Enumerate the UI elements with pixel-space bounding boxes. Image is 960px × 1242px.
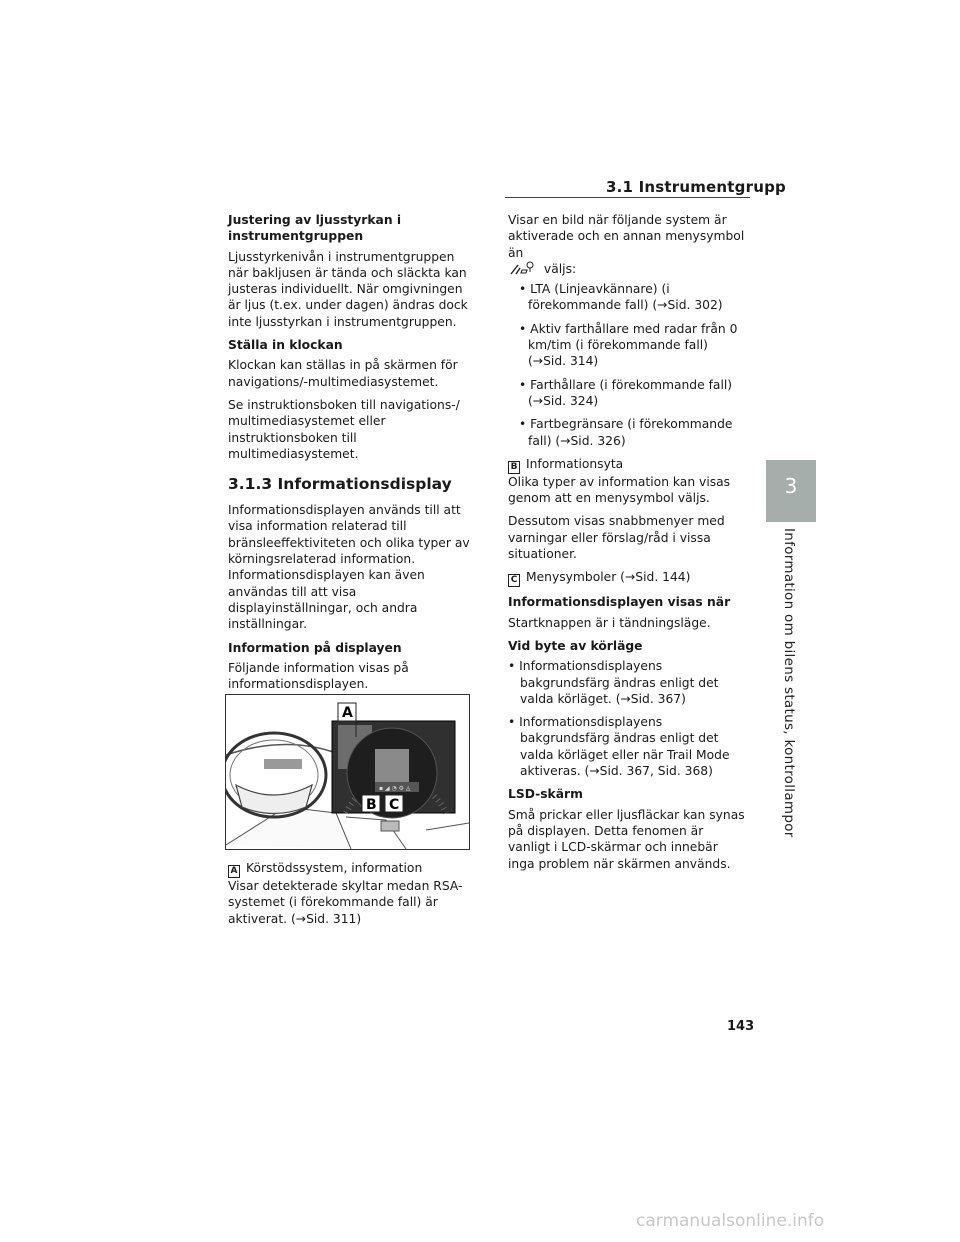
instrument-cluster-illustration [225, 694, 470, 850]
item-b-letter: B [508, 461, 520, 474]
section-text: Informationsdisplayen används till att visa information relaterad till bränsleeffektiviteten och olika typer av körningsrelaterad information. Informationsdisplayen kan även användas till att visa displayinställningar, och andra inställningar. [228, 503, 470, 632]
clock-heading: Ställa in klockan [228, 338, 343, 353]
mode-heading: Vid byte av körläge [508, 638, 643, 653]
system-bullet: • Fartbegränsare (i förekommande fall) (→Sid. 326) [519, 417, 733, 448]
section-heading: 3.1.3 Informationsdisplay [228, 475, 452, 494]
system-bullet: • Farthållare (i förekommande fall) (→Sid. 324) [519, 377, 733, 408]
mode-bullet: • Informationsdisplayens bakgrundsfärg ändras enligt det valda körläget eller när Trail Mode aktiveras. (→Sid. 367, Sid. 368) [508, 715, 730, 779]
left-column [228, 212, 473, 699]
cluster-drawing [226, 695, 469, 849]
intro-text-end: väljs: [543, 261, 577, 276]
chapter-tab [766, 460, 816, 522]
figure-label-c: C [389, 797, 400, 813]
driving-assist-icon [510, 261, 536, 275]
right-column [508, 212, 748, 879]
brightness-text: Ljusstyrkenivån i instrumentgruppen när bakljusen är tända och släckta kan justeras individuellt. När omgivningen är ljus (t.ex. under dagen) ändras dock inte ljusstyrkan i instrumentgruppen. [228, 249, 468, 329]
item-c-letter: C [508, 574, 520, 587]
section-header: 3.1 Instrumentgrupp [606, 178, 786, 196]
brightness-heading: Justering av ljusstyrkan i instrumentgruppen [228, 213, 402, 244]
clock-text-1: Klockan kan ställas in på skärmen för navigations/-multimediasystemet. [228, 358, 458, 389]
info-text: Följande information visas på informationsdisplayen. [228, 660, 409, 692]
system-bullet: • LTA (Linjeavkännare) (i förekommande fall) (→Sid. 302) [519, 282, 723, 313]
figure-label-b: B [366, 797, 377, 813]
shown-heading: Informationsdisplayen visas när [508, 595, 731, 610]
mode-bullet: • Informationsdisplayens bakgrundsfärg ändras enligt det valda körläget. (→Sid. 367) [508, 659, 719, 706]
item-b-text: Olika typer av information kan visas genom att en menysymbol väljs. [508, 474, 731, 506]
system-bullet: • Aktiv farthållare med radar från 0 km/tim (i förekommande fall) (→Sid. 314) [519, 321, 738, 369]
chapter-title-text: Information om bilens status, kontrollampor [781, 528, 797, 838]
svg-text:▪ ◢ ◔ ⚙ ◬: ▪ ◢ ◔ ⚙ ◬ [379, 785, 411, 792]
chapter-number: 3 [784, 474, 798, 498]
watermark: carmanualsonline.info [636, 1211, 825, 1231]
header-rule [505, 197, 750, 198]
item-c-title: Menysymboler (→Sid. 144) [526, 570, 691, 585]
item-b-title: Informationsyta [526, 456, 624, 471]
page-number: 143 [727, 1019, 755, 1034]
info-heading: Information på displayen [228, 640, 402, 655]
lsd-heading: LSD-skärm [508, 787, 583, 802]
shown-text: Startknappen är i tändningsläge. [508, 615, 711, 630]
item-a-block [228, 860, 473, 934]
chapter-side-title [781, 528, 797, 838]
item-b-text-2: Dessutom visas snabbmenyer med varningar eller förslag/råd i vissa situationer. [508, 514, 725, 562]
lsd-text: Små prickar eller ljusfläckar kan synas på displayen. Detta fenomen är vanligt i LCD-skärmar och innebär inga problem när skärmen används. [508, 807, 745, 871]
item-a-text: Visar detekterade skyltar medan RSA-systemet (i förekommande fall) är aktiverat. (→Sid. 311) [228, 879, 463, 926]
clock-text-2: Se instruktionsboken till navigations-/ multimediasystemet eller instruktionsboken till multimediasystemet. [228, 397, 460, 461]
item-a-title: Körstödssystem, information [246, 861, 423, 875]
figure-label-a: A [342, 705, 353, 721]
item-a-letter: A [228, 865, 240, 878]
intro-text: Visar en bild när följande system är aktiverade och en annan menysymbol än [508, 213, 745, 260]
